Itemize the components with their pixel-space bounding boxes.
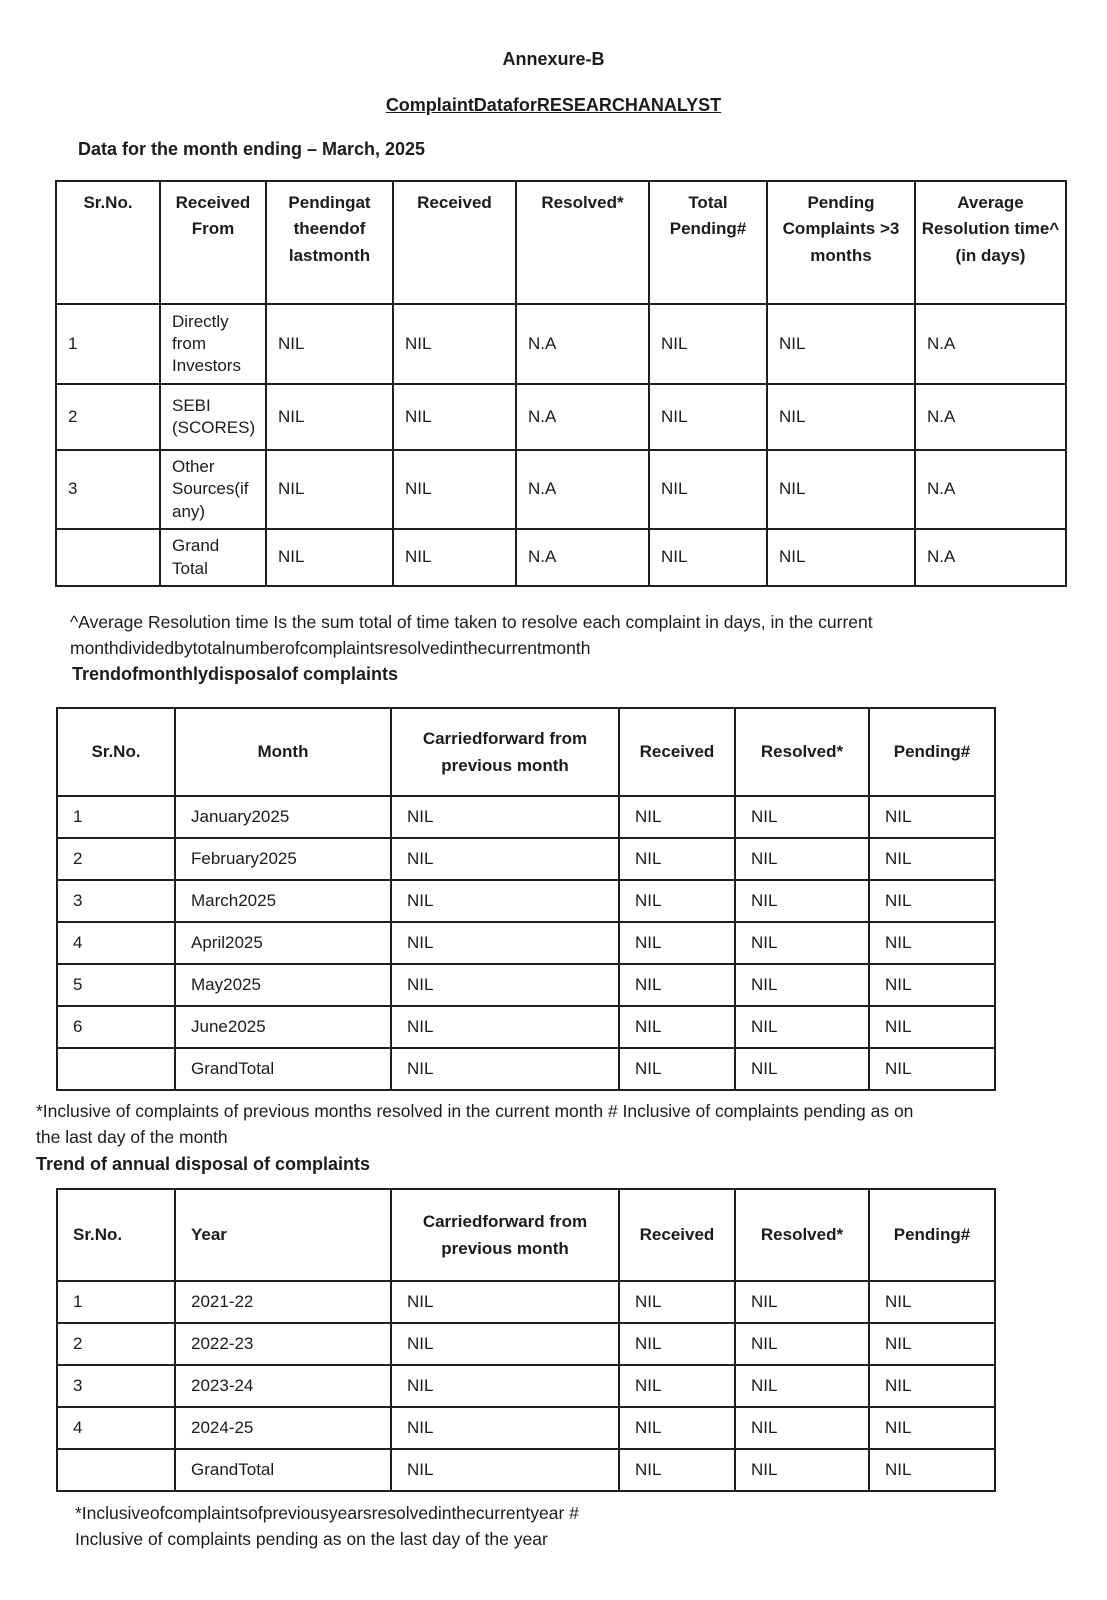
cell: GrandTotal [175, 1449, 391, 1491]
annexure-label: Annexure-B [502, 49, 605, 69]
table-header-row [57, 1189, 995, 1281]
cell: NIL [649, 384, 767, 450]
document-title: ComplaintDataforRESEARCHANALYST [385, 95, 722, 115]
cell: NIL [619, 880, 735, 922]
cell: NIL [767, 304, 915, 384]
table-row [57, 838, 995, 880]
footnote-line: *Inclusiveofcomplaintsofpreviousyearsresolvedinthecurrentyear # [75, 1503, 579, 1523]
cell: 2023-24 [175, 1365, 391, 1407]
cell: NIL [735, 1407, 869, 1449]
cell: 3 [56, 450, 160, 529]
cell: 4 [57, 922, 175, 964]
cell: NIL [735, 964, 869, 1006]
cell: 2 [57, 838, 175, 880]
cell: NIL [735, 922, 869, 964]
cell: NIL [869, 1449, 995, 1491]
cell: GrandTotal [175, 1048, 391, 1090]
cell: NIL [649, 450, 767, 529]
cell: NIL [619, 1407, 735, 1449]
table-row-grand-total [57, 1449, 995, 1491]
annual-disposal-table [56, 1188, 996, 1492]
column-header-received-from: Received From [160, 181, 266, 304]
cell: 2021-22 [175, 1281, 391, 1323]
cell: March2025 [175, 880, 391, 922]
cell: N.A [915, 304, 1066, 384]
table-row [57, 1006, 995, 1048]
cell: Other Sources(if any) [160, 450, 266, 529]
column-header-resolved: Resolved* [735, 1189, 869, 1281]
column-header-pending: Pending# [869, 1189, 995, 1281]
cell: 2022-23 [175, 1323, 391, 1365]
cell: N.A [516, 529, 649, 586]
cell: Grand Total [160, 529, 266, 586]
cell: NIL [393, 529, 516, 586]
cell: NIL [391, 880, 619, 922]
cell: NIL [869, 880, 995, 922]
cell: NIL [649, 304, 767, 384]
cell: 2024-25 [175, 1407, 391, 1449]
cell: N.A [516, 384, 649, 450]
column-header-sr-no: Sr.No. [57, 1189, 175, 1281]
column-header-sr-no: Sr.No. [57, 708, 175, 796]
period-heading: Data for the month ending – March, 2025 [78, 139, 426, 159]
cell [57, 1048, 175, 1090]
cell: NIL [391, 1323, 619, 1365]
cell: NIL [266, 450, 393, 529]
column-header-received: Received [619, 708, 735, 796]
cell: NIL [869, 1407, 995, 1449]
cell: NIL [735, 880, 869, 922]
cell: N.A [915, 450, 1066, 529]
table-row [57, 1323, 995, 1365]
cell: NIL [735, 1449, 869, 1491]
cell: February2025 [175, 838, 391, 880]
cell: NIL [767, 384, 915, 450]
cell: NIL [266, 384, 393, 450]
cell: NIL [391, 1365, 619, 1407]
complaint-data-table [55, 180, 1067, 587]
table-row [57, 880, 995, 922]
footnote-line: *Inclusive of complaints of previous months resolved in the current month # Inclusive of complaints pending as on [36, 1101, 914, 1121]
column-header-received: Received [619, 1189, 735, 1281]
cell: NIL [391, 1449, 619, 1491]
cell: NIL [869, 922, 995, 964]
cell: NIL [619, 838, 735, 880]
cell: NIL [869, 1006, 995, 1048]
column-header-total-pending: Total Pending# [649, 181, 767, 304]
column-header-pending-3-months: Pending Complaints >3 months [767, 181, 915, 304]
cell: NIL [266, 304, 393, 384]
cell: NIL [391, 964, 619, 1006]
cell: NIL [767, 529, 915, 586]
cell: 4 [57, 1407, 175, 1449]
cell: N.A [516, 450, 649, 529]
cell: NIL [619, 1323, 735, 1365]
cell: 1 [57, 1281, 175, 1323]
column-header-carried-forward: Carriedforward from previous month [391, 1189, 619, 1281]
table-row [56, 450, 1066, 529]
table-row-grand-total [56, 529, 1066, 586]
cell: NIL [735, 1323, 869, 1365]
column-header-resolved: Resolved* [516, 181, 649, 304]
cell: NIL [619, 1281, 735, 1323]
cell: Directly from Investors [160, 304, 266, 384]
cell: N.A [516, 304, 649, 384]
footnote-line: ^Average Resolution time Is the sum total of time taken to resolve each complaint in days, in the current [70, 612, 873, 632]
cell: NIL [735, 796, 869, 838]
table-header-row [57, 708, 995, 796]
cell: 3 [57, 1365, 175, 1407]
cell: NIL [735, 1365, 869, 1407]
table-header-row [56, 181, 1066, 304]
cell: SEBI (SCORES) [160, 384, 266, 450]
cell: 1 [57, 796, 175, 838]
table-row [57, 1365, 995, 1407]
cell: NIL [735, 1048, 869, 1090]
footnote-line: Inclusive of complaints pending as on the last day of the year [75, 1529, 548, 1549]
footnote-average-resolution [70, 609, 1107, 661]
footnote-monthly [36, 1098, 1107, 1150]
table-row [57, 796, 995, 838]
cell: NIL [735, 1006, 869, 1048]
table-row [57, 1281, 995, 1323]
column-header-avg-resolution-time: Average Resolution time^ (in days) [915, 181, 1066, 304]
table-row [57, 964, 995, 1006]
cell: NIL [391, 796, 619, 838]
column-header-pending-last-month: Pendingat theendof lastmonth [266, 181, 393, 304]
cell: NIL [619, 1048, 735, 1090]
cell: April2025 [175, 922, 391, 964]
cell: NIL [869, 1323, 995, 1365]
cell: NIL [391, 1006, 619, 1048]
cell [57, 1449, 175, 1491]
cell: NIL [391, 1281, 619, 1323]
cell: NIL [391, 838, 619, 880]
column-header-year: Year [175, 1189, 391, 1281]
cell: NIL [619, 1365, 735, 1407]
cell: N.A [915, 384, 1066, 450]
cell: 2 [57, 1323, 175, 1365]
cell: NIL [393, 450, 516, 529]
footnote-line: the last day of the month [36, 1127, 228, 1147]
column-header-received: Received [393, 181, 516, 304]
cell: NIL [619, 796, 735, 838]
cell: 3 [57, 880, 175, 922]
cell: NIL [735, 1281, 869, 1323]
cell: NIL [735, 838, 869, 880]
cell: May2025 [175, 964, 391, 1006]
cell: NIL [391, 1048, 619, 1090]
cell: NIL [619, 964, 735, 1006]
cell: NIL [649, 529, 767, 586]
cell: January2025 [175, 796, 391, 838]
monthly-disposal-heading: Trendofmonthlydisposalof complaints [72, 664, 399, 684]
column-header-month: Month [175, 708, 391, 796]
cell: NIL [619, 1449, 735, 1491]
cell: NIL [869, 964, 995, 1006]
cell: NIL [391, 1407, 619, 1449]
cell [56, 529, 160, 586]
table-row-grand-total [57, 1048, 995, 1090]
column-header-pending: Pending# [869, 708, 995, 796]
column-header-resolved: Resolved* [735, 708, 869, 796]
cell: N.A [915, 529, 1066, 586]
table-row [56, 304, 1066, 384]
table-row [57, 922, 995, 964]
table-row [56, 384, 1066, 450]
cell: NIL [869, 1365, 995, 1407]
cell: NIL [869, 1281, 995, 1323]
table-row [57, 1407, 995, 1449]
cell: 2 [56, 384, 160, 450]
cell: 1 [56, 304, 160, 384]
cell: NIL [869, 796, 995, 838]
cell: NIL [619, 922, 735, 964]
annual-disposal-heading: Trend of annual disposal of complaints [36, 1154, 371, 1174]
document-title-row [0, 95, 1107, 116]
cell: NIL [619, 1006, 735, 1048]
cell: NIL [393, 384, 516, 450]
column-header-sr-no: Sr.No. [56, 181, 160, 304]
monthly-disposal-table [56, 707, 996, 1091]
cell: NIL [391, 922, 619, 964]
column-header-carried-forward: Carriedforward from previous month [391, 708, 619, 796]
cell: NIL [869, 1048, 995, 1090]
cell: NIL [869, 838, 995, 880]
cell: 6 [57, 1006, 175, 1048]
cell: NIL [767, 450, 915, 529]
cell: NIL [266, 529, 393, 586]
footnote-annual [75, 1500, 1107, 1552]
footnote-line: monthdividedbytotalnumberofcomplaintsresolvedinthecurrentmonth [70, 638, 591, 658]
cell: NIL [393, 304, 516, 384]
cell: June2025 [175, 1006, 391, 1048]
cell: 5 [57, 964, 175, 1006]
